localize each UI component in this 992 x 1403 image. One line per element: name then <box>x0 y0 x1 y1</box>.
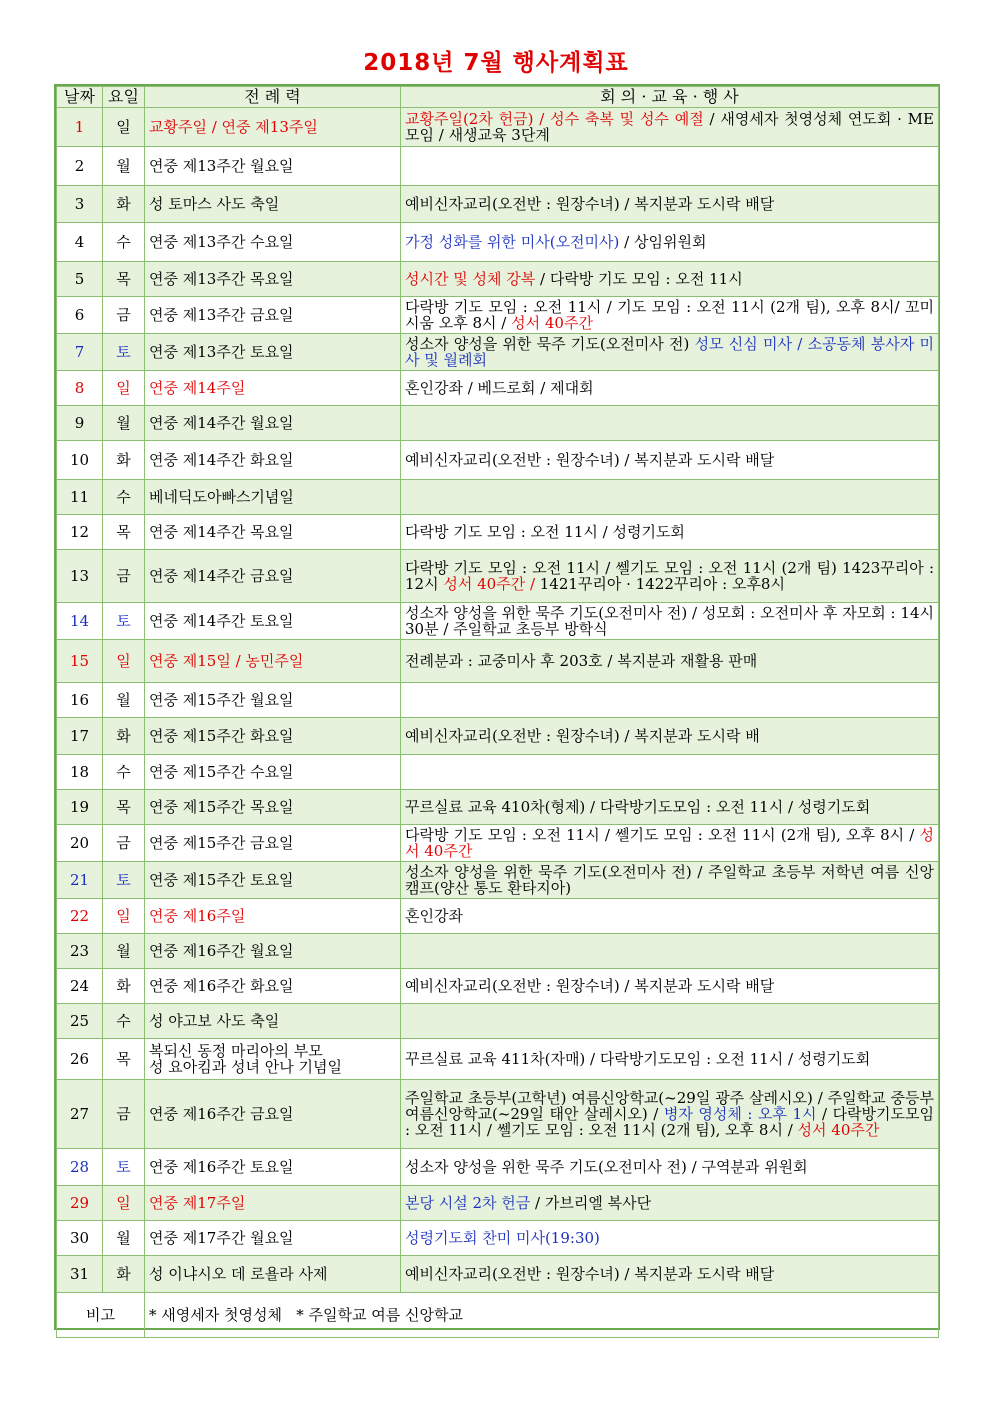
liturgy-cell: 교황주일 / 연중 제13주일 <box>145 108 401 147</box>
day-cell: 토 <box>103 862 145 899</box>
event-text: 예비신자교리(오전반 : 원장수녀) / 복지분과 도시락 배달 <box>405 977 775 995</box>
table-row <box>57 334 939 371</box>
day-cell: 토 <box>103 603 145 640</box>
event-text: 꾸르실료 교육 410차(형제) / 다락방기도모임 : 오전 11시 / 성령기도회 <box>405 798 871 816</box>
date-cell: 12 <box>57 515 103 550</box>
header-date: 날짜 <box>57 87 103 108</box>
day-cell: 화 <box>103 718 145 755</box>
day-cell: 월 <box>103 1221 145 1256</box>
table-row <box>57 262 939 297</box>
liturgy-cell: 연중 제13주간 목요일 <box>145 262 401 297</box>
day-cell: 수 <box>103 755 145 790</box>
date-cell: 29 <box>57 1186 103 1221</box>
liturgy-cell: 연중 제16주간 금요일 <box>145 1080 401 1149</box>
event-text: 1421꾸리아 · 1422꾸리아 : 오후8시 <box>539 575 785 593</box>
event-text: 예비신자교리(오전반 : 원장수녀) / 복지분과 도시락 배달 <box>405 1265 775 1283</box>
events-cell <box>401 297 939 334</box>
date-cell: 9 <box>57 406 103 441</box>
day-cell: 일 <box>103 371 145 406</box>
liturgy-cell: 성 이냐시오 데 로욜라 사제 <box>145 1256 401 1293</box>
day-cell: 목 <box>103 790 145 825</box>
event-text: 다락방 기도 모임 : 오전 11시 / 쎌기도 모임 : 오전 11시 (2개 팀) 1423꾸리아 : 12시 <box>405 559 934 593</box>
date-cell: 11 <box>57 480 103 515</box>
event-text: 주일학교 초등부(고학년) 여름신앙학교(~29일 광주 살레시오) / 주일학교 중등부 여름신앙학교(~29일 태안 살레시오) / <box>405 1089 934 1123</box>
events-cell <box>401 1004 939 1039</box>
liturgy-cell: 연중 제16주일 <box>145 899 401 934</box>
events-cell <box>401 862 939 899</box>
table-row <box>57 406 939 441</box>
events-cell <box>401 934 939 969</box>
events-cell <box>401 406 939 441</box>
event-text: 성서 40주간 <box>511 314 593 332</box>
table-row <box>57 1256 939 1293</box>
events-cell <box>401 223 939 262</box>
event-text: 꾸르실료 교육 411차(자매) / 다락방기도모임 : 오전 11시 / 성령기도회 <box>405 1050 871 1068</box>
date-cell: 2 <box>57 147 103 186</box>
event-text: / 새영세자 첫영성체 연도회 · ME 모임 / 새생교육 3단계 <box>405 110 934 144</box>
day-cell: 수 <box>103 480 145 515</box>
events-cell <box>401 147 939 186</box>
event-text: 전례분과 : 교중미사 후 203호 / 복지분과 재활용 판매 <box>405 652 758 670</box>
events-cell <box>401 334 939 371</box>
event-text: 병자 영성체 : 오후 1시 <box>663 1105 817 1123</box>
event-text: 성소자 양성을 위한 묵주 기도(오전미사 전) / 성모회 : 오전미사 후 자모회 : 14시 30분 / 주일학교 초등부 방학식 <box>405 604 934 638</box>
table-row <box>57 108 939 147</box>
event-text: 교황주일(2차 헌금) / 성수 축복 및 성수 예절 <box>405 110 704 128</box>
date-cell: 25 <box>57 1004 103 1039</box>
liturgy-cell: 연중 제13주간 수요일 <box>145 223 401 262</box>
day-cell: 목 <box>103 262 145 297</box>
date-cell: 24 <box>57 969 103 1004</box>
table-row <box>57 825 939 862</box>
events-cell <box>401 1080 939 1149</box>
table-row <box>57 1186 939 1221</box>
events-cell <box>401 718 939 755</box>
liturgy-cell: 연중 제16주간 월요일 <box>145 934 401 969</box>
date-cell: 4 <box>57 223 103 262</box>
day-cell: 금 <box>103 1080 145 1149</box>
schedule-table-frame <box>54 84 940 1330</box>
event-text: 혼인강좌 / 베드로회 / 제대회 <box>405 379 594 397</box>
events-cell <box>401 683 939 718</box>
date-cell: 23 <box>57 934 103 969</box>
date-cell: 14 <box>57 603 103 640</box>
event-text: 성서 40주간 <box>797 1121 880 1139</box>
events-cell <box>401 755 939 790</box>
event-text: 성서 40주간 <box>405 826 934 860</box>
date-cell: 27 <box>57 1080 103 1149</box>
table-row <box>57 147 939 186</box>
day-cell: 화 <box>103 441 145 480</box>
day-cell: 월 <box>103 147 145 186</box>
liturgy-cell: 연중 제14주간 금요일 <box>145 550 401 603</box>
day-cell: 토 <box>103 334 145 371</box>
liturgy-cell: 성 야고보 사도 축일 <box>145 1004 401 1039</box>
date-cell: 20 <box>57 825 103 862</box>
liturgy-cell: 연중 제15주간 화요일 <box>145 718 401 755</box>
day-cell: 목 <box>103 1039 145 1080</box>
schedule-table <box>56 86 939 1338</box>
date-cell: 13 <box>57 550 103 603</box>
liturgy-cell: 연중 제14주일 <box>145 371 401 406</box>
event-text: 성모 신심 미사 / 소공동체 봉사자 미사 및 월례회 <box>405 335 934 369</box>
liturgy-cell: 연중 제15주간 목요일 <box>145 790 401 825</box>
events-cell <box>401 262 939 297</box>
day-cell: 일 <box>103 1186 145 1221</box>
events-cell <box>401 969 939 1004</box>
day-cell: 금 <box>103 297 145 334</box>
liturgy-cell: 연중 제13주간 금요일 <box>145 297 401 334</box>
header-day: 요일 <box>103 87 145 108</box>
table-row <box>57 1080 939 1149</box>
event-text: 성소자 양성을 위한 묵주 기도(오전미사 전) <box>405 335 695 353</box>
liturgy-cell: 연중 제13주간 월요일 <box>145 147 401 186</box>
table-row <box>57 1221 939 1256</box>
day-cell: 금 <box>103 550 145 603</box>
date-cell: 17 <box>57 718 103 755</box>
table-row <box>57 297 939 334</box>
table-row <box>57 899 939 934</box>
table-row <box>57 186 939 223</box>
event-text: 성소자 양성을 위한 묵주 기도(오전미사 전) / 구역분과 위원회 <box>405 1158 808 1176</box>
footer-label: 비고 <box>57 1293 145 1338</box>
event-text: 예비신자교리(오전반 : 원장수녀) / 복지분과 도시락 배달 <box>405 451 775 469</box>
day-cell: 수 <box>103 223 145 262</box>
event-text: 예비신자교리(오전반 : 원장수녀) / 복지분과 도시락 배달 <box>405 195 775 213</box>
events-cell <box>401 603 939 640</box>
event-text: 가정 성화를 위한 미사(오전미사) <box>405 233 620 251</box>
event-text: 성서 40주간 / <box>443 575 540 593</box>
events-cell <box>401 480 939 515</box>
day-cell: 일 <box>103 899 145 934</box>
day-cell: 화 <box>103 1256 145 1293</box>
liturgy-cell: 연중 제14주간 월요일 <box>145 406 401 441</box>
day-cell: 토 <box>103 1149 145 1186</box>
date-cell: 3 <box>57 186 103 223</box>
liturgy-cell: 베네딕도아빠스기념일 <box>145 480 401 515</box>
liturgy-cell: 연중 제16주간 토요일 <box>145 1149 401 1186</box>
header-liturgy: 전 례 력 <box>145 87 401 108</box>
events-cell <box>401 1256 939 1293</box>
liturgy-cell: 성 토마스 사도 축일 <box>145 186 401 223</box>
table-row <box>57 862 939 899</box>
day-cell: 일 <box>103 640 145 683</box>
date-cell: 1 <box>57 108 103 147</box>
day-cell: 수 <box>103 1004 145 1039</box>
liturgy-cell: 연중 제15주간 월요일 <box>145 683 401 718</box>
table-row <box>57 1039 939 1080</box>
table-row <box>57 718 939 755</box>
footer-row <box>57 1293 939 1338</box>
footer-note: * 새영세자 첫영성체 * 주일학교 여름 신앙학교 <box>145 1293 939 1338</box>
date-cell: 28 <box>57 1149 103 1186</box>
event-text: 본당 시설 2차 헌금 <box>405 1194 531 1212</box>
table-row <box>57 480 939 515</box>
events-cell <box>401 550 939 603</box>
events-cell <box>401 1149 939 1186</box>
day-cell: 목 <box>103 515 145 550</box>
date-cell: 26 <box>57 1039 103 1080</box>
liturgy-cell: 연중 제15주간 토요일 <box>145 862 401 899</box>
liturgy-cell: 연중 제15주간 금요일 <box>145 825 401 862</box>
table-header-row <box>57 87 939 108</box>
events-cell <box>401 186 939 223</box>
events-cell <box>401 371 939 406</box>
events-cell <box>401 441 939 480</box>
table-row <box>57 515 939 550</box>
date-cell: 31 <box>57 1256 103 1293</box>
event-text: 다락방 기도 모임 : 오전 11시 / 기도 모임 : 오전 11시 (2개 팀), 오후 8시/ 꼬미시움 오후 8시 / <box>405 298 934 332</box>
events-cell <box>401 1186 939 1221</box>
date-cell: 5 <box>57 262 103 297</box>
events-cell <box>401 899 939 934</box>
liturgy-cell: 연중 제17주일 <box>145 1186 401 1221</box>
table-row <box>57 441 939 480</box>
date-cell: 7 <box>57 334 103 371</box>
table-row <box>57 550 939 603</box>
event-text: 예비신자교리(오전반 : 원장수녀) / 복지분과 도시락 배 <box>405 727 760 745</box>
table-row <box>57 755 939 790</box>
event-text: 성시간 및 성체 강복 <box>405 270 536 288</box>
table-row <box>57 934 939 969</box>
table-row <box>57 603 939 640</box>
event-text: 성령기도회 찬미 미사(19:30) <box>405 1229 600 1247</box>
event-text: / 상임위원회 <box>619 233 707 251</box>
day-cell: 일 <box>103 108 145 147</box>
events-cell <box>401 1221 939 1256</box>
liturgy-cell: 연중 제16주간 화요일 <box>145 969 401 1004</box>
day-cell: 화 <box>103 186 145 223</box>
day-cell: 월 <box>103 934 145 969</box>
liturgy-cell: 연중 제13주간 토요일 <box>145 334 401 371</box>
liturgy-cell: 연중 제14주간 목요일 <box>145 515 401 550</box>
date-cell: 22 <box>57 899 103 934</box>
date-cell: 16 <box>57 683 103 718</box>
events-cell <box>401 108 939 147</box>
table-row <box>57 969 939 1004</box>
date-cell: 21 <box>57 862 103 899</box>
table-row <box>57 223 939 262</box>
table-row <box>57 1149 939 1186</box>
header-events: 회 의 · 교 육 · 행 사 <box>401 87 939 108</box>
liturgy-cell: 연중 제17주간 월요일 <box>145 1221 401 1256</box>
table-row <box>57 1004 939 1039</box>
events-cell <box>401 640 939 683</box>
liturgy-cell: 연중 제14주간 토요일 <box>145 603 401 640</box>
events-cell <box>401 825 939 862</box>
date-cell: 19 <box>57 790 103 825</box>
date-cell: 15 <box>57 640 103 683</box>
event-text: 성소자 양성을 위한 묵주 기도(오전미사 전) / 주일학교 초등부 저학년 여름 신앙 캠프(양산 통도 환타지아) <box>405 863 934 897</box>
table-row <box>57 790 939 825</box>
day-cell: 월 <box>103 683 145 718</box>
table-row <box>57 371 939 406</box>
event-text: 다락방 기도 모임 : 오전 11시 / 성령기도회 <box>405 523 685 541</box>
date-cell: 30 <box>57 1221 103 1256</box>
event-text: 다락방 기도 모임 : 오전 11시 / 쎌기도 모임 : 오전 11시 (2개 팀), 오후 8시 / <box>405 826 920 844</box>
date-cell: 6 <box>57 297 103 334</box>
liturgy-cell: 복되신 동정 마리아의 부모 성 요아킴과 성녀 안나 기념일 <box>145 1039 401 1080</box>
events-cell <box>401 790 939 825</box>
events-cell <box>401 515 939 550</box>
events-cell <box>401 1039 939 1080</box>
date-cell: 18 <box>57 755 103 790</box>
liturgy-cell: 연중 제15주간 수요일 <box>145 755 401 790</box>
day-cell: 금 <box>103 825 145 862</box>
date-cell: 10 <box>57 441 103 480</box>
event-text: / 가브리엘 복사단 <box>530 1194 652 1212</box>
event-text: / 다락방 기도 모임 : 오전 11시 <box>535 270 743 288</box>
table-row <box>57 640 939 683</box>
event-text: / 다락방기도모임 : 오전 11시 / 쎌기도 모임 : 오전 11시 (2개 팀), 오후 8시 / <box>405 1105 935 1139</box>
liturgy-cell: 연중 제14주간 화요일 <box>145 441 401 480</box>
page-title: 2018년 7월 행사계획표 <box>363 50 629 76</box>
liturgy-cell: 연중 제15일 / 농민주일 <box>145 640 401 683</box>
day-cell: 화 <box>103 969 145 1004</box>
day-cell: 월 <box>103 406 145 441</box>
table-row <box>57 683 939 718</box>
date-cell: 8 <box>57 371 103 406</box>
event-text: 혼인강좌 <box>405 907 463 925</box>
